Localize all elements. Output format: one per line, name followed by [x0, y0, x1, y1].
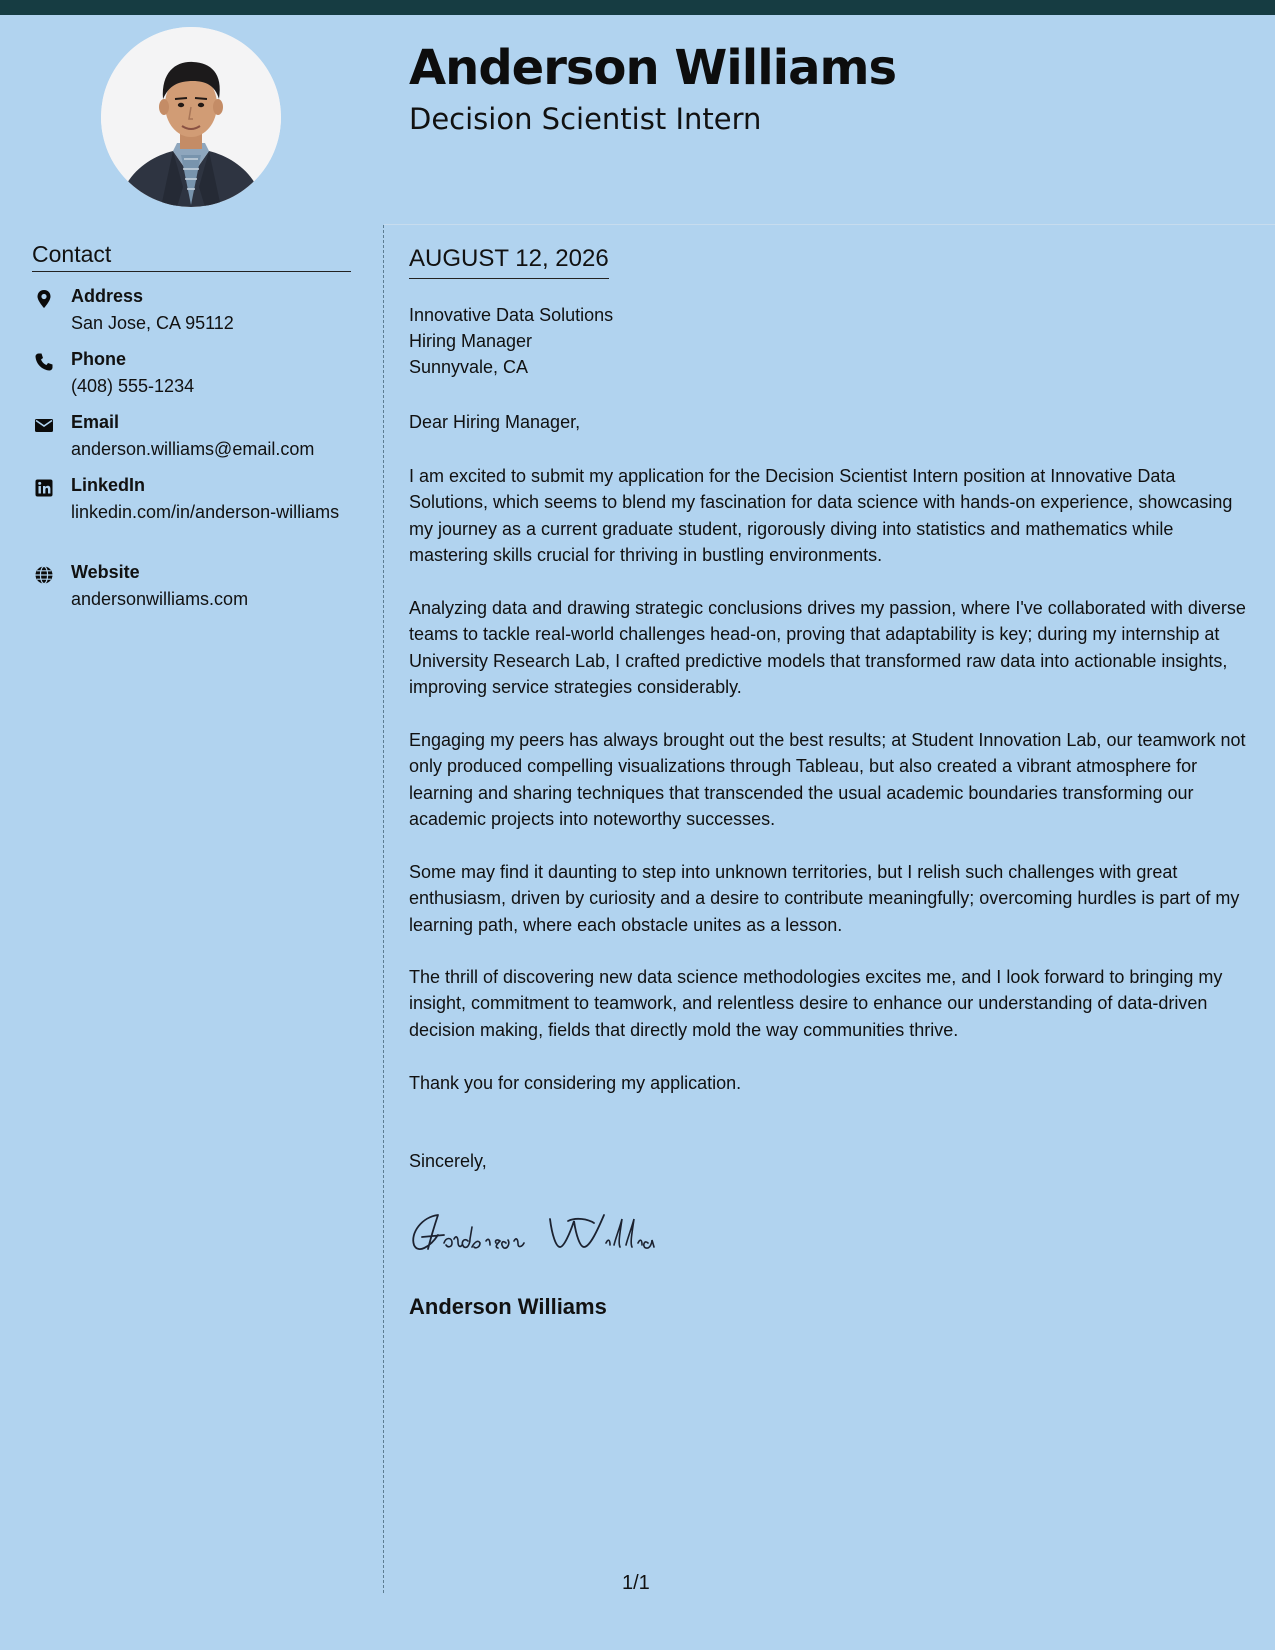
job-title: Decision Scientist Intern: [409, 102, 762, 136]
closing: Sincerely,: [409, 1151, 487, 1171]
phone-value: (408) 555-1234: [71, 376, 195, 396]
envelope-icon: [34, 415, 54, 435]
handwritten-signature: [408, 1207, 678, 1262]
body-paragraph: I am excited to submit my application for the Decision Scientist Intern position at Innovative Data Solutions, which seems to blend my fascination for data science with hands-on experience, showcasing my journey as a current graduate student, rigorously diving into statistics and mathematics while mastering skills crucial for thriving in bustling environments.: [409, 466, 1233, 565]
column-divider: [383, 225, 384, 1593]
phone-icon: [34, 352, 54, 372]
profile-photo: [101, 27, 281, 207]
map-pin-icon: [34, 289, 54, 309]
address-value: San Jose, CA 95112: [71, 313, 234, 333]
page-number: 1/1: [622, 1572, 650, 1594]
linkedin-icon: [34, 478, 54, 498]
contact-heading: Contact: [32, 241, 351, 272]
salutation: Dear Hiring Manager,: [409, 412, 581, 432]
linkedin-value[interactable]: linkedin.com/in/anderson-williams: [71, 502, 340, 522]
email-value[interactable]: anderson.williams@email.com: [71, 439, 315, 459]
closing-paragraph: Thank you for considering my application.: [409, 1073, 742, 1093]
body-paragraph: Some may find it daunting to step into unknown territories, but I relish such challenges with great enthusiasm, driven by curiosity and a desire to contribute meaningfully; overcoming hurdles is part of my learning path, where each obstacle unites as a lesson.: [409, 862, 1240, 935]
applicant-name: Anderson Williams: [409, 40, 897, 96]
contact-label: Phone: [71, 349, 127, 369]
contact-label: Website: [71, 562, 140, 582]
contact-label: Email: [71, 412, 120, 432]
recipient-location: Sunnyvale, CA: [409, 357, 529, 377]
letter-date: AUGUST 12, 2026: [409, 245, 609, 279]
globe-icon: [34, 565, 54, 585]
header-divider: [384, 224, 1275, 225]
top-accent-bar: [0, 0, 1275, 15]
recipient-title: Hiring Manager: [409, 331, 533, 351]
contact-label: LinkedIn: [71, 475, 146, 495]
signer-name: Anderson Williams: [409, 1294, 607, 1319]
recipient-company: Innovative Data Solutions: [409, 305, 614, 325]
website-value[interactable]: andersonwilliams.com: [71, 589, 249, 609]
body-paragraph: The thrill of discovering new data science methodologies excites me, and I look forward to bringing my insight, commitment to teamwork, and relentless desire to enhance our understanding of data-driven decision making, fields that directly mold the way communities thrive.: [409, 967, 1223, 1040]
recipient-block: [409, 302, 613, 380]
contact-label: Address: [71, 286, 144, 306]
body-paragraph: Engaging my peers has always brought out the best results; at Student Innovation Lab, our teamwork not only produced compelling visualizations through Tableau, but also created a vibrant atmosphere for learning and sharing techniques that transcended the usual academic boundaries transforming our academic projects into noteworthy successes.: [409, 730, 1246, 829]
body-paragraph: Analyzing data and drawing strategic conclusions drives my passion, where I've collaborated with diverse teams to tackle real-world challenges head-on, proving that adaptability is key; during my internship at University Research Lab, I crafted predictive models that transformed raw data into actionable insights, improving service strategies considerably.: [409, 598, 1246, 697]
